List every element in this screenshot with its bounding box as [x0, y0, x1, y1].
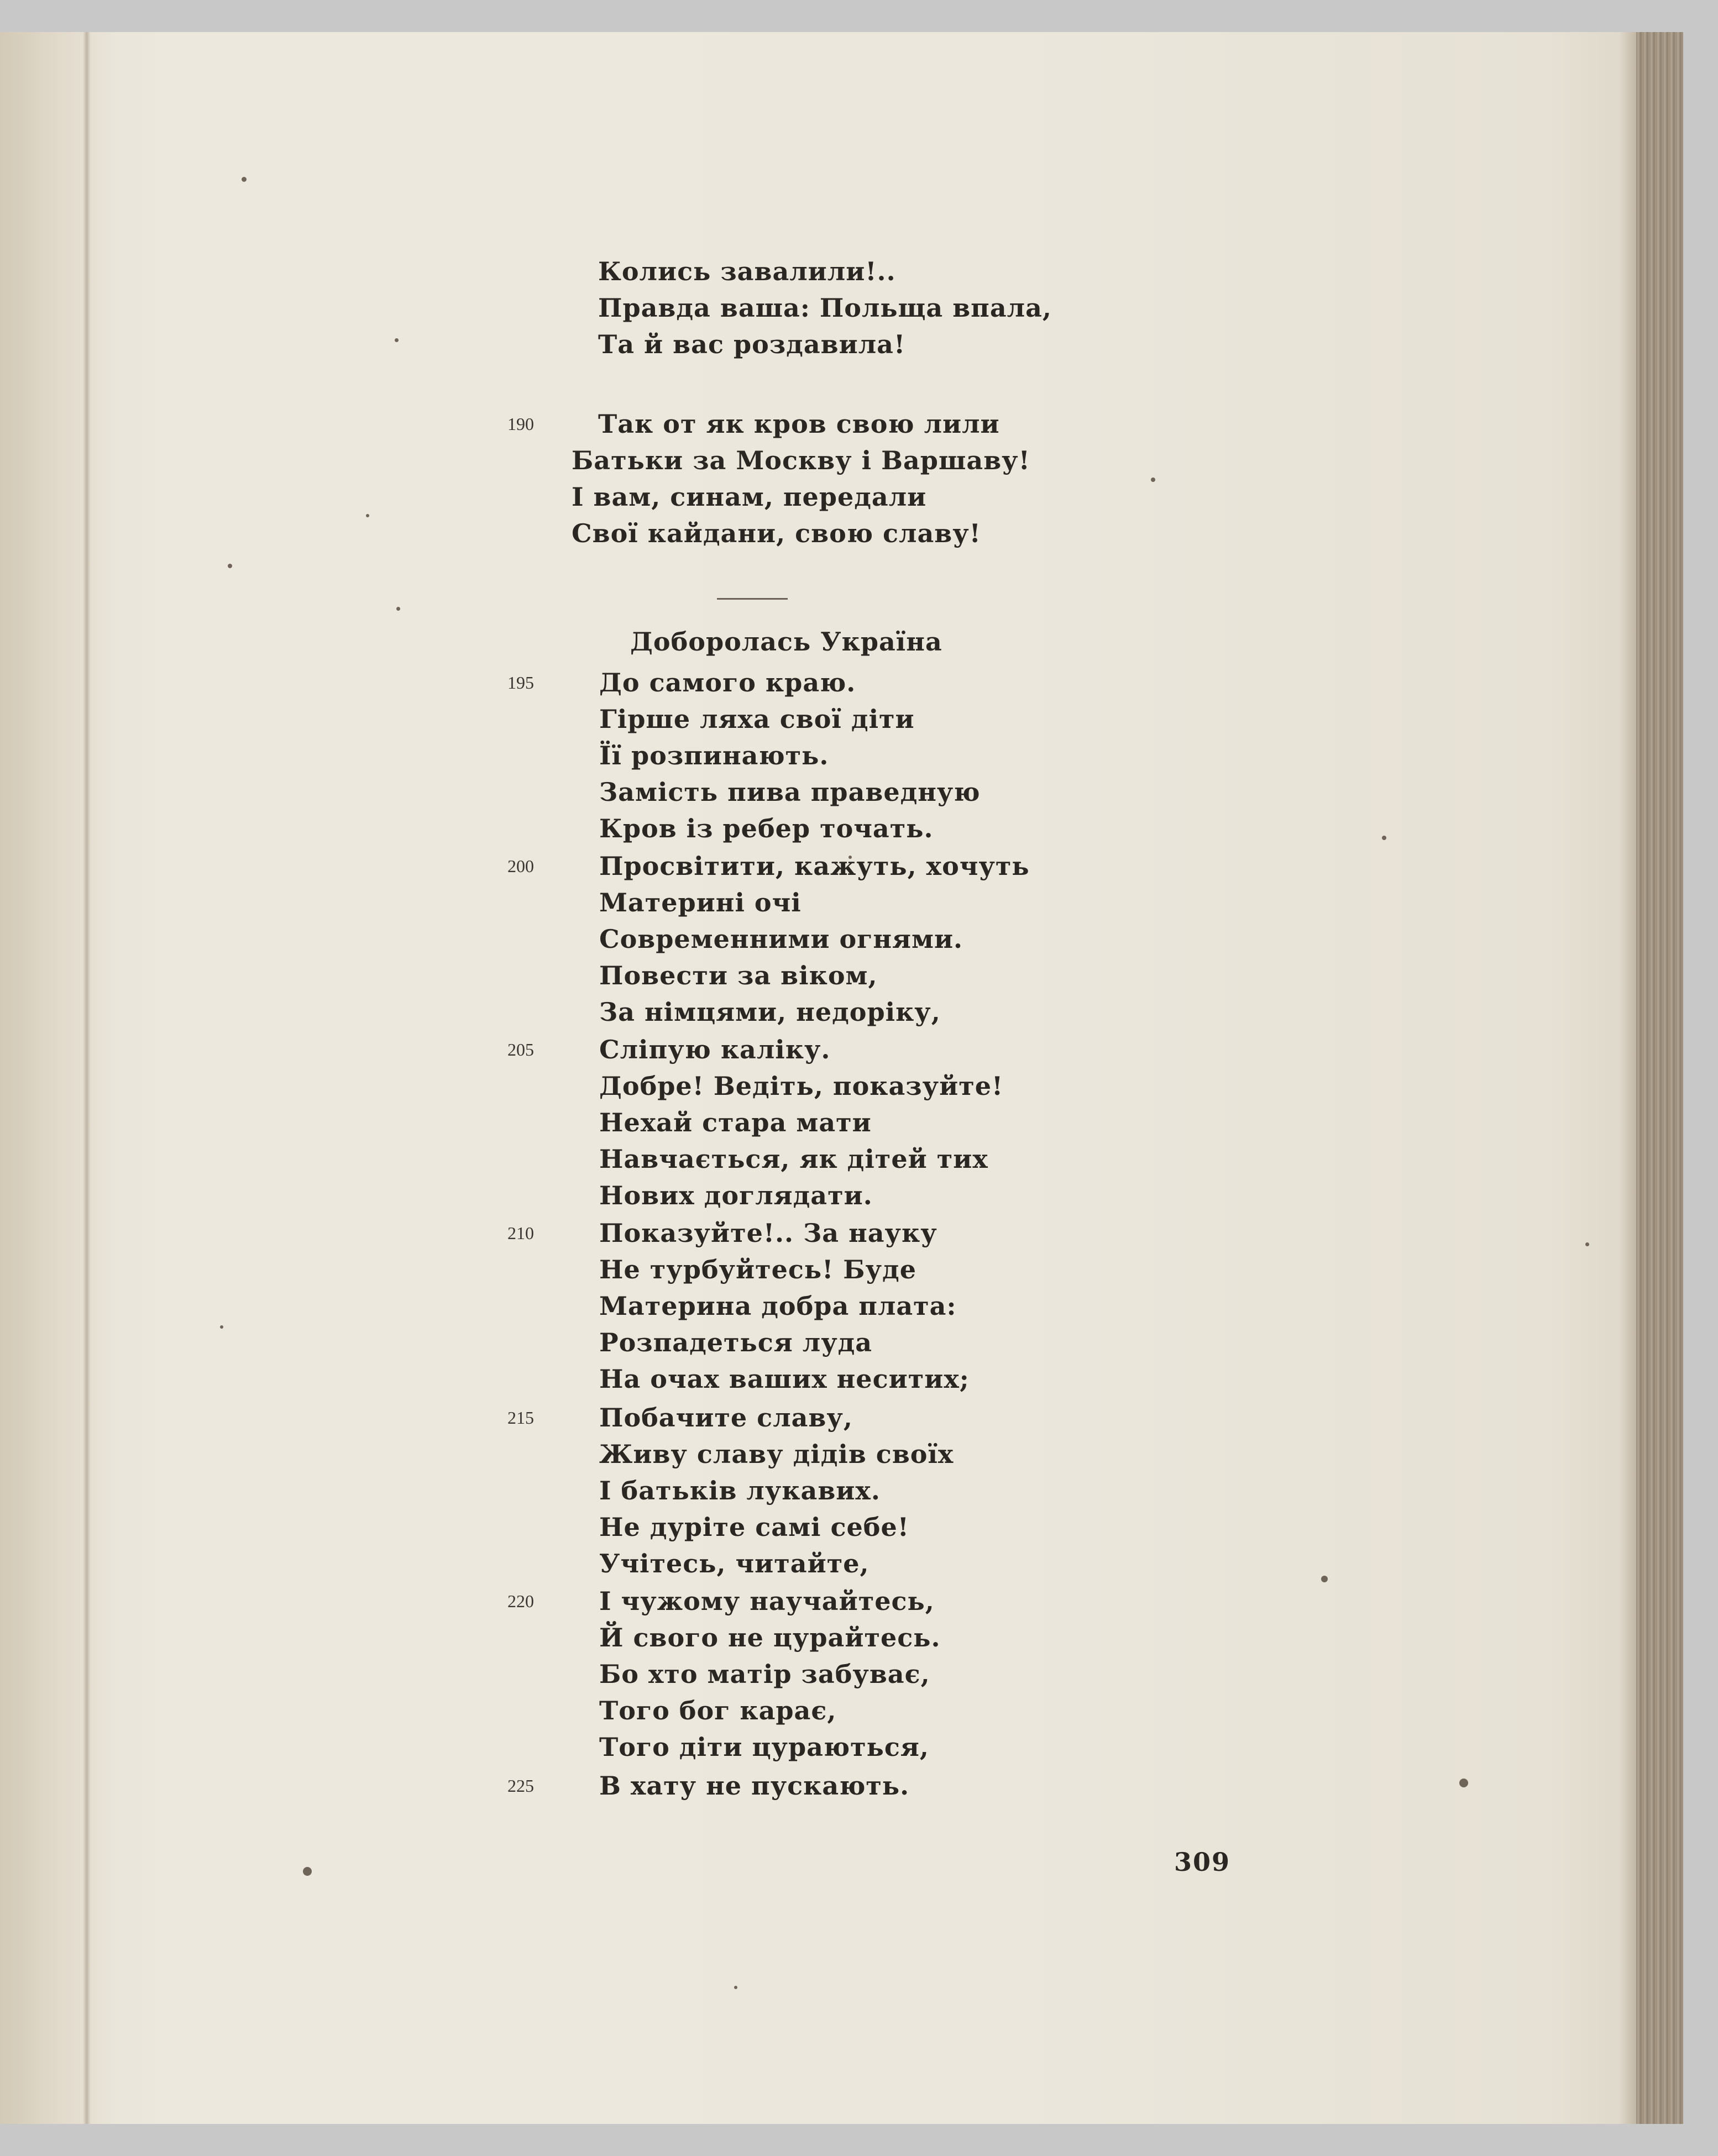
verse-line: Батьки за Москву і Варшаву! [572, 445, 1030, 475]
verse-line: Її розпинають. [599, 741, 829, 770]
dust-speck [220, 1325, 223, 1329]
verse-line: Не дуріте самі себе! [599, 1512, 909, 1542]
page-edge-shadow [1620, 32, 1636, 2124]
line-number: 195 [507, 673, 534, 693]
verse-line: До самого краю. [599, 668, 856, 697]
line-number: 225 [507, 1776, 534, 1796]
verse-line: Замість пива праведную [599, 777, 981, 807]
dust-speck [1151, 478, 1155, 482]
verse-line: Свої кайдани, свою славу! [572, 518, 981, 548]
verse-line: Доборолась Україна [630, 627, 942, 657]
verse-line: Гірше ляха свої діти [599, 704, 915, 734]
verse-line: Так от як кров свою лили [598, 409, 1000, 439]
dust-speck [734, 1986, 737, 1989]
verse-line: Побачите славу, [599, 1403, 853, 1433]
verse-line: Навчається, як дітей тих [599, 1144, 988, 1174]
dust-speck [396, 607, 400, 611]
verse-line: Розпадеться луда [599, 1328, 873, 1357]
verse-line: Материні очі [599, 888, 802, 917]
page-number: 309 [1174, 1847, 1231, 1877]
verse-line: Не турбуйтесь! Буде [599, 1255, 916, 1284]
line-number: 220 [507, 1591, 534, 1611]
verse-line: І батьків лукавих. [599, 1476, 881, 1505]
verse-line: Учітесь, читайте, [599, 1549, 870, 1578]
verse-line: Бо хто матір забуває, [599, 1659, 930, 1689]
dust-speck [1459, 1779, 1468, 1787]
verse-line: Сліпую каліку. [599, 1035, 831, 1064]
dust-speck [1382, 836, 1386, 840]
dust-speck [242, 177, 247, 182]
line-number: 190 [507, 414, 534, 434]
verse-line: Колись завалили!.. [598, 256, 896, 286]
verse-line: І вам, синам, передали [572, 482, 927, 512]
dust-speck [228, 564, 232, 568]
line-number: 200 [507, 856, 534, 876]
verse-line: Повести за віком, [599, 961, 878, 990]
verse-line: На очах ваших неситих; [599, 1364, 970, 1394]
verse-line: І чужому научайтесь, [599, 1586, 935, 1616]
section-divider [717, 598, 788, 600]
verse-line: Показуйте!.. За науку [599, 1218, 937, 1248]
dust-speck [1585, 1242, 1589, 1246]
verse-line: Того діти цураються, [599, 1732, 929, 1762]
verse-line: Кров із ребер точать. [599, 814, 934, 843]
dust-speck [366, 514, 369, 517]
verse-line: Просвітити, кажуть, хочуть [599, 851, 1030, 881]
verse-line: Материна добра плата: [599, 1291, 957, 1321]
line-number: 205 [507, 1040, 534, 1059]
verse-line: За німцями, недоріку, [599, 997, 941, 1027]
dust-speck [395, 338, 399, 342]
page-stack-edge [1636, 32, 1683, 2124]
verse-line: Современними огнями. [599, 924, 963, 954]
book-gutter [0, 32, 111, 2124]
verse-line: Й свого не цурайтесь. [599, 1623, 941, 1653]
verse-line: В хату не пускають. [599, 1771, 910, 1801]
gutter-crease [83, 32, 91, 2124]
verse-line: Добре! Ведіть, показуйте! [599, 1071, 1004, 1101]
line-number: 210 [507, 1223, 534, 1243]
verse-line: Того бог карає, [599, 1696, 837, 1725]
verse-line: Правда ваша: Польща впала, [598, 293, 1052, 323]
line-number: 215 [507, 1408, 534, 1428]
dust-speck [1321, 1576, 1328, 1582]
verse-line: Нехай стара мати [599, 1108, 872, 1137]
book-page [0, 32, 1683, 2124]
verse-line: Живу славу дідів своїх [599, 1439, 954, 1469]
verse-line: Та й вас роздавила! [598, 329, 906, 359]
dust-speck [303, 1867, 312, 1876]
verse-line: Нових доглядати. [599, 1181, 873, 1210]
